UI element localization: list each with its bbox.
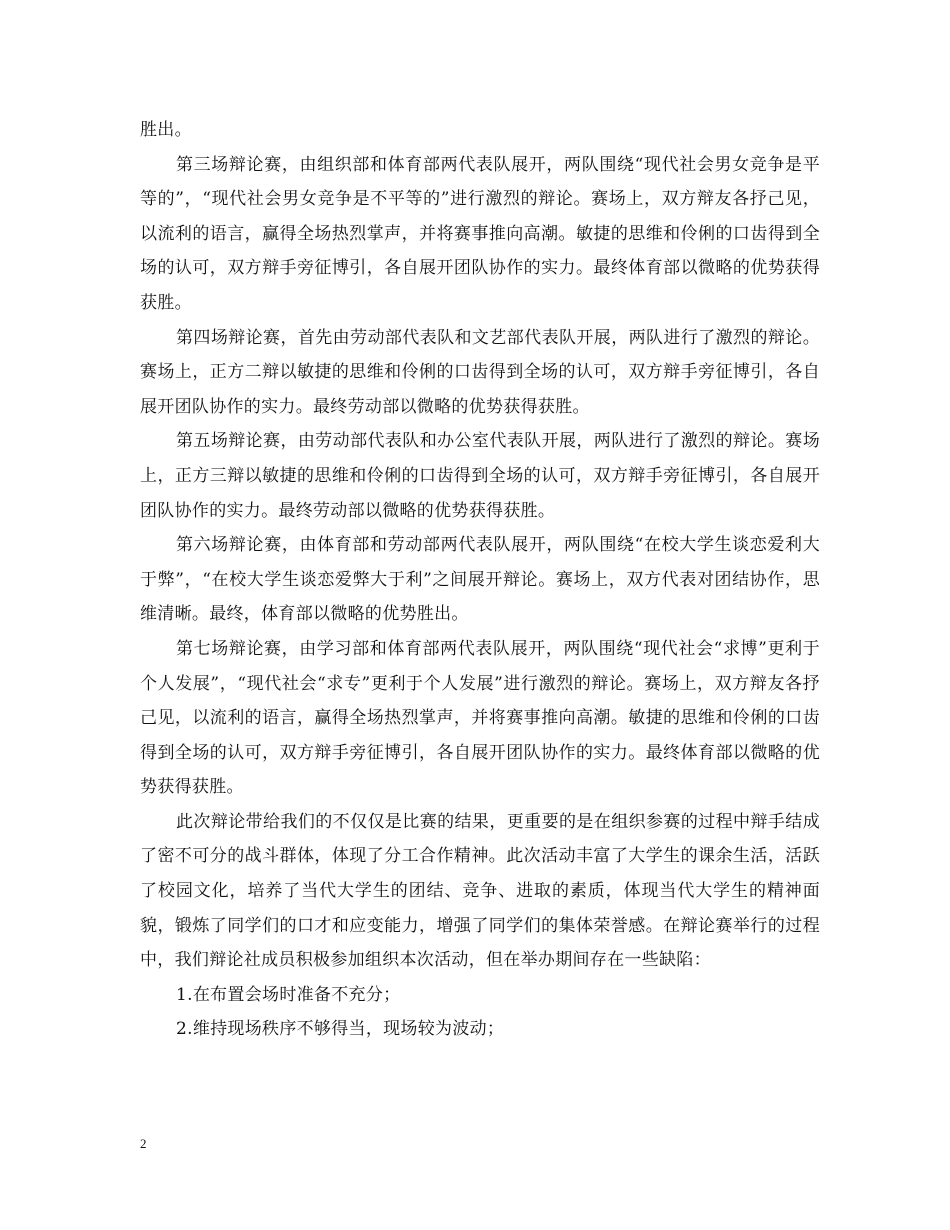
paragraph-summary: 此次辩论带给我们的不仅仅是比赛的结果，更重要的是在组织参赛的过程中辩手结成了密不可分的战斗群体，体现了分工合作精神。此次活动丰富了大学生的课余生活，活跃了校园文化，培养了当代大学生的团结、竞争、进取的素质，体现当代大学生的精神面貌，锻炼了同学们的口才和应变能力，增强了同学们的集体荣誉感。在辩论赛举行的过程中，我们辩论社成员积极参加组织本次活动，但在举办期间存在一些缺陷： [140, 811, 820, 971]
page-number: 2 [140, 1136, 147, 1151]
paragraph-debate-7: 第七场辩论赛，由学习部和体育部两代表队展开，两队围绕“现代社会“求博”更利于个人发展”，“现代社会“求专”更利于个人发展”进行激烈的辩论。赛场上，双方辩友各抒己见，以流利的语言，赢得全场热烈掌声，并将赛事推向高潮。敏捷的思维和伶俐的口齿得到全场的认可，双方辩手旁征博引，各自展开团队协作的实力。最终体育部以微略的优势获得获胜。 [140, 638, 820, 798]
paragraph-debate-3: 第三场辩论赛，由组织部和体育部两代表队展开，两队围绕“现代社会男女竞争是平等的”，“现代社会男女竞争是不平等的”进行激烈的辩论。赛场上，双方辩友各抒己见，以流利的语言，赢得全场热烈掌声，并将赛事推向高潮。敏捷的思维和伶俐的口齿得到全场的认可，双方辩手旁征博引，各自展开团队协作的实力。最终体育部以微略的优势获得获胜。 [140, 154, 820, 313]
document-body [140, 113, 820, 1047]
list-item-1: 1.在布置会场时准备不充分； [176, 984, 401, 1005]
paragraph-debate-6: 第六场辩论赛，由体育部和劳动部两代表队展开，两队围绕“在校大学生谈恋爱利大于弊”，“在校大学生谈恋爱弊大于利”之间展开辩论。赛场上，双方代表对团结协作，思维清晰。最终，体育部以微略的优势胜出。 [140, 535, 820, 625]
list-item-2: 2.维持现场秩序不够得当，现场较为波动； [176, 1019, 505, 1040]
paragraph-continuation: 胜出。 [140, 120, 192, 140]
paragraph-debate-4: 第四场辩论赛，首先由劳动部代表队和文艺部代表队开展，两队进行了激烈的辩论。赛场上，正方二辩以敏捷的思维和伶俐的口齿得到全场的认可，双方辩手旁征博引，各自展开团队协作的实力。最终劳动部以微略的优势获得获胜。 [140, 327, 820, 417]
paragraph-debate-5: 第五场辩论赛，由劳动部代表队和办公室代表队开展，两队进行了激烈的辩论。赛场上，正方三辩以敏捷的思维和伶俐的口齿得到全场的认可，双方辩手旁征博引，各自展开团队协作的实力。最终劳动部以微略的优势获得获胜。 [140, 431, 820, 521]
